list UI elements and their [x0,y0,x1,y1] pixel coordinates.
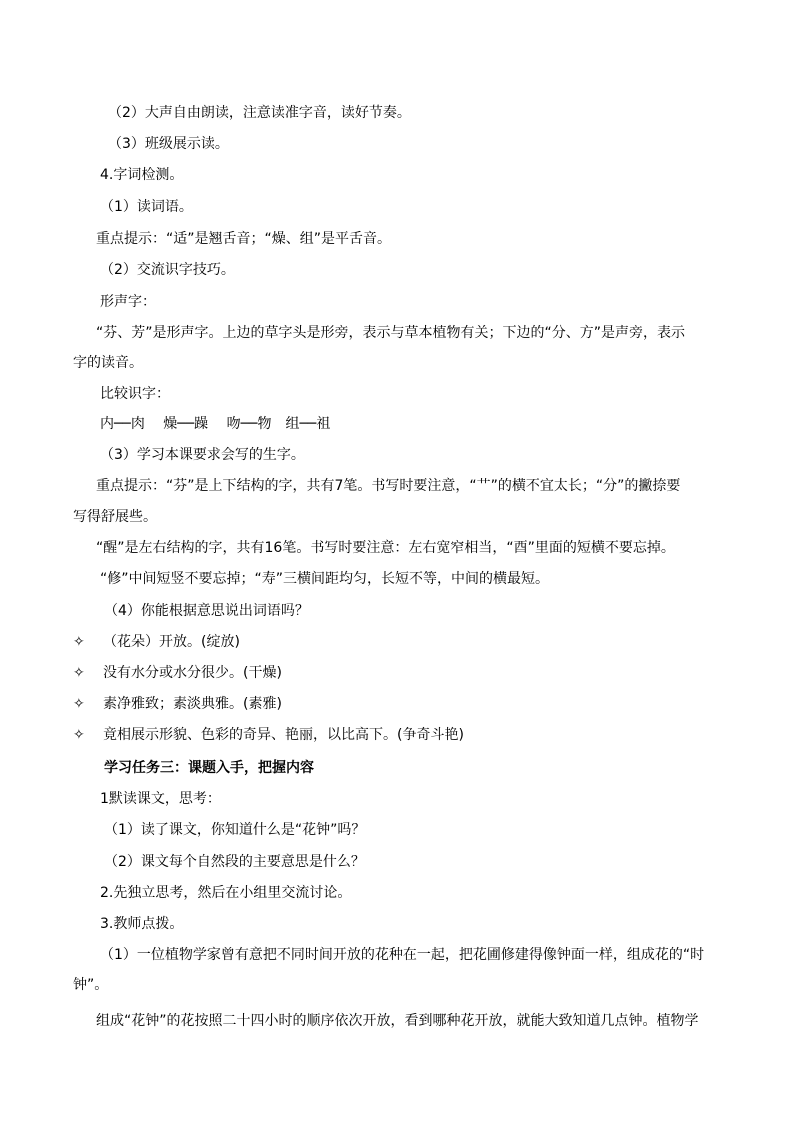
text-line: 4.字词检测。 [100,167,184,183]
bullet-icon: ✧ [73,696,85,712]
text-line: 2.先独立思考，然后在小组里交流讨论。 [100,885,352,901]
bullet-icon: ✧ [73,634,85,650]
list-item: （花朵）开放。(绽放) [103,634,240,650]
text-line: 重点提示：“芬”是上下结构的字，共有7笔。书写时要注意，“艹”的横不宜太长；“分”的撇捺要 [96,478,681,494]
text-line: 钟”。 [73,977,109,993]
text-line: 1默读课文，思考： [100,791,221,807]
text-line: “芬、芳”是形声字。上边的草字头是形旁，表示与草本植物有关；下边的“分、方”是声旁，表示 [96,325,686,341]
text-line: 3.教师点拨。 [100,916,184,932]
list-item: 竟相展示形貌、色彩的奇异、艳丽，以比高下。(争奇斗艳) [103,727,464,743]
text-line: “修”中间短竖不要忘掉；“寿”三横间距均匀，长短不等，中间的横最短。 [100,571,550,587]
text-line: （2）交流识字技巧。 [100,262,235,278]
section-heading: 学习任务三：课题入手，把握内容 [104,760,314,776]
text-line: 形声字： [100,294,156,310]
text-line: （1）读了课文，你知道什么是“花钟”吗？ [104,822,366,838]
text-line: 内──肉 燥──躁 吻──物 组──祖 [100,416,331,432]
text-line: 写得舒展些。 [73,509,157,525]
text-line: （1）读词语。 [100,199,193,215]
bullet-icon: ✧ [73,665,85,681]
text-line: 重点提示：“适”是翘舌音；“燥、组”是平舌音。 [96,231,392,247]
text-line: （1）一位植物学家曾有意把不同时间开放的花种在一起，把花圃修建得像钟面一样，组成花的“时 [100,947,705,963]
bullet-icon: ✧ [73,727,85,743]
text-line: （2）大声自由朗读，注意读准字音，读好节奏。 [108,105,411,121]
text-line: （3）班级展示读。 [108,136,229,152]
text-line: （4）你能根据意思说出词语吗？ [104,603,309,619]
text-line: 组成“花钟”的花按照二十四小时的顺序依次开放，看到哪种花开放，就能大致知道几点钟。植物学 [96,1013,699,1029]
text-line: （2）课文每个自然段的主要意思是什么？ [104,854,365,870]
text-line: “醒”是左右结构的字，共有16笔。书写时要注意：左右宽窄相当，“酉”里面的短横不要忘掉。 [96,540,675,556]
list-item: 没有水分或水分很少。(干燥) [103,665,282,681]
list-item: 素净雅致；素淡典雅。(素雅) [103,696,282,712]
text-line: （3）学习本课要求会写的生字。 [100,447,305,463]
text-line: 字的读音。 [73,355,143,371]
text-line: 比较识字： [100,386,170,402]
